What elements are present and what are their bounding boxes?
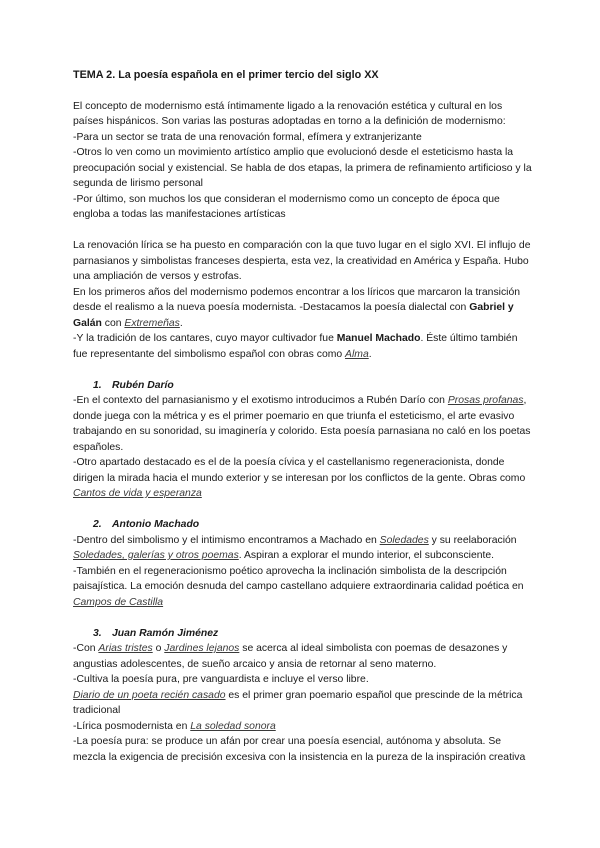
work-prosas-profanas[interactable]: Prosas profanas xyxy=(447,395,524,406)
work-soledades-galerias[interactable]: Soledades, galerías y otros poemas xyxy=(73,550,239,561)
cantares-paragraph: -Y la tradición de los cantares, cuyo mayor cultivador fue Manuel Machado. Éste último también fue representante del simbolismo español con obras como Alma. xyxy=(73,333,518,360)
work-arias-tristes[interactable]: Arias tristes xyxy=(98,643,153,654)
transition-paragraph: En los primeros años del modernismo podemos encontrar a los líricos que marcaron la transición desde el realismo a la nueva poesía modernista. -Destacamos la poesía dialectal con Gabriel y Galán con Extremeñas. xyxy=(73,286,521,329)
ruben-paragraph-1: -En el contexto del parnasianismo y el exotismo introducimos a Rubén Darío con Prosas profanas, donde juega con la métrica y es el primer poemario en que triunfa el esteticismo, el arte evasivo trabajando en su sonoridad, su imaginería y colorido. Esta poesía parnasiana no caló en los poetas españoles. xyxy=(73,395,531,453)
jimenez-paragraph-2: -Cultiva la poesía pura, pre vanguardista e incluye el verso libre. xyxy=(73,674,369,685)
jimenez-paragraph-5: -La poesía pura: se produce un afán por crear una poesía esencial, autónoma y absoluta. Se mezcla la exigencia de precisión excesiva con la insistencia en la pureza de la inspiración creativa xyxy=(73,736,526,763)
page-title: TEMA 2. La poesía española en el primer tercio del siglo XX xyxy=(73,69,379,81)
ruben-paragraph-2: -Otro apartado destacado es el de la poesía cívica y el castellanismo regeneracionista, donde dirigen la mirada hacia el mundo exterior y se interesan por los conflictos de la gente. Obras como Cantos de vida y esperanza xyxy=(73,457,526,499)
renovation-paragraph: La renovación lírica se ha puesto en comparación con la que tuvo lugar en el siglo XVI. El influjo de parnasianos y simbolistas franceses despierta, esta vez, la creatividad en América y España. Hubo una ampliación de versos y estrofas. xyxy=(73,240,531,282)
jimenez-paragraph-4: -Lírica posmodernista en La soledad sonora xyxy=(73,720,276,732)
work-diario-poeta[interactable]: Diario de un poeta recién casado xyxy=(73,689,226,701)
work-campos-de-castilla[interactable]: Campos de Castilla xyxy=(73,596,164,608)
document-page xyxy=(73,68,533,765)
intro-bullet-3: -Por último, son muchos los que consideran el modernismo como un concepto de época que engloba a todas las manifestaciones artísticas xyxy=(73,193,500,220)
section-heading-antonio-machado: 2. Antonio Machado xyxy=(93,519,200,530)
jimenez-paragraph-3: Diario de un poeta recién casado es el primer gran poemario español que prescinde de la métrica tradicional xyxy=(73,689,523,716)
machado-paragraph-2: -También en el regeneracionismo poético aprovecha la inclinación simbolista de la descripción paisajística. La emoción desnuda del campo castellano adquiere extraordinaria calidad poética en Campos de Castilla xyxy=(73,565,524,608)
author-manuel-machado: Manuel Machado xyxy=(336,333,421,344)
work-alma[interactable]: Alma xyxy=(345,348,369,360)
section-heading-juan-ramon-jimenez: 3. Juan Ramón Jiménez xyxy=(93,627,219,639)
intro-bullet-1: -Para un sector se trata de una renovación formal, efímera y extranjerizante xyxy=(73,131,422,143)
intro-bullet-2: -Otros lo ven como un movimiento artístico amplio que evolucionó desde el esteticismo hasta la preocupación social y existencial. Se habla de dos etapas, la primera de refinamiento artificioso y la segunda de lirismo personal xyxy=(73,147,532,189)
work-extremenas[interactable]: Extremeñas xyxy=(124,317,180,329)
author-gabriel: Gabriel y Galán xyxy=(73,302,514,329)
work-jardines-lejanos[interactable]: Jardines lejanos xyxy=(164,643,240,654)
machado-paragraph-1: -Dentro del simbolismo y el intimismo encontramos a Machado en Soledades y su reelaboración Soledades, galerías y otros poemas. Aspiran a explorar el mundo interior, el subconsciente. xyxy=(73,534,517,561)
work-soledades[interactable]: Soledades xyxy=(379,534,429,546)
jimenez-paragraph-1: -Con Arias tristes o Jardines lejanos se acerca al ideal simbolista con poemas de desazones y angustias adolescentes, de sueño arcaico y ansia de retornar al seno materno. xyxy=(73,643,508,670)
work-cantos-de-vida[interactable]: Cantos de vida y esperanza xyxy=(73,488,202,499)
intro-paragraph: El concepto de modernismo está íntimamente ligado a la renovación estética y cultural en los países hispánicos. Son varias las posturas adoptadas en torno a la definición de modernismo: xyxy=(73,100,506,127)
work-la-soledad-sonora[interactable]: La soledad sonora xyxy=(190,720,276,732)
section-heading-ruben-dario: 1. Rubén Darío xyxy=(93,379,174,391)
